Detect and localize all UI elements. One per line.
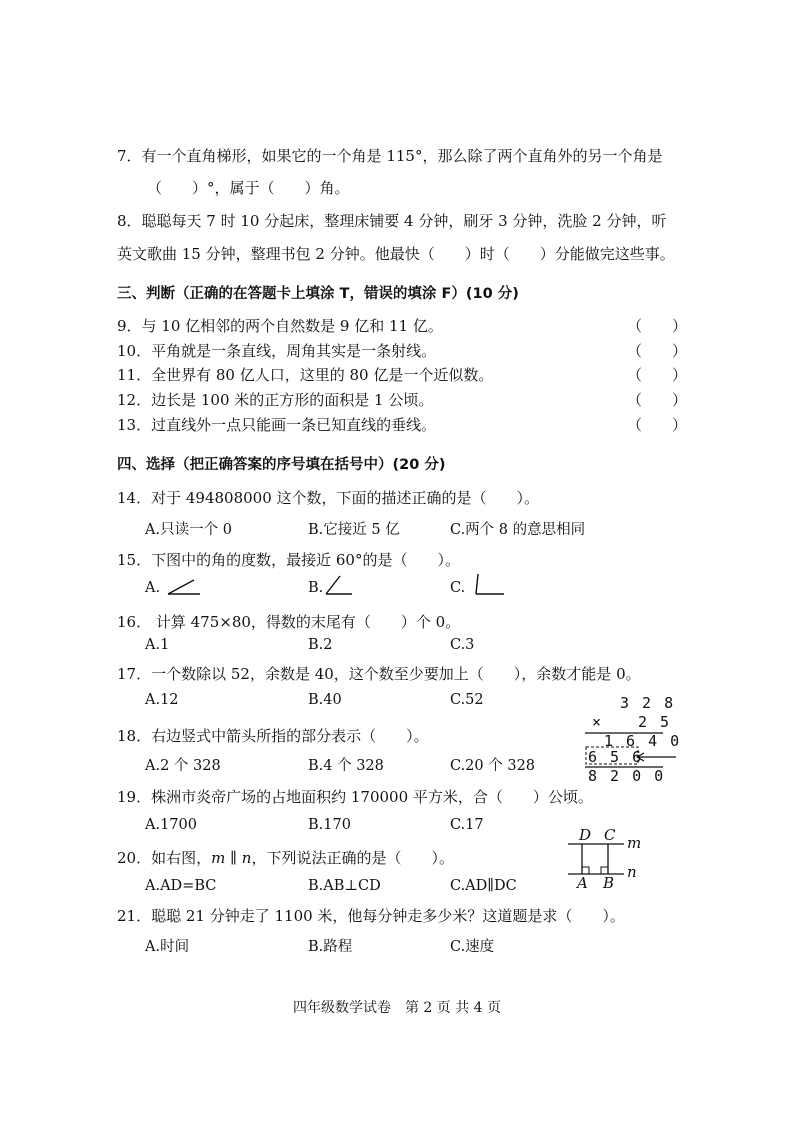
angle-a-icon xyxy=(166,578,202,598)
q19-option-b[interactable]: B.170 xyxy=(308,817,351,833)
judge-blank-9[interactable]: （ ） xyxy=(627,317,688,335)
question-7-line1: 7．有一个直角梯形，如果它的一个角是 115°，那么除了两个直角外的另一个角是 xyxy=(117,147,663,165)
q14-option-b[interactable]: B.它接近 5 亿 xyxy=(308,522,400,538)
q15-option-c[interactable]: C. xyxy=(450,580,466,596)
judge-item-11: 11．全世界有 80 亿人口，这里的 80 亿是一个近似数。 xyxy=(117,366,494,384)
q16-option-b[interactable]: B.2 xyxy=(308,637,333,653)
fig-label-n: n xyxy=(627,863,637,881)
judge-item-12: 12．边长是 100 米的正方形的面积是 1 公顷。 xyxy=(117,391,434,409)
q18-option-c[interactable]: C.20 个 328 xyxy=(450,758,536,774)
judge-blank-12[interactable]: （ ） xyxy=(627,391,688,409)
judge-item-10: 10．平角就是一条直线，周角其实是一条射线。 xyxy=(117,342,437,360)
q15-option-a[interactable]: A. xyxy=(145,580,161,596)
q18-option-a[interactable]: A.2 个 328 xyxy=(145,758,221,774)
fig-label-d: D xyxy=(579,826,592,844)
q20-text-post: ，下列说法正确的是（ ）。 xyxy=(251,849,454,867)
section-3-title: 三、判断（正确的在答题卡上填涂 T，错误的填涂 F）(10 分) xyxy=(117,286,519,302)
q20-text-pre: 20．如右图， xyxy=(117,849,212,867)
q18-option-b[interactable]: B.4 个 328 xyxy=(308,758,384,774)
question-19: 19．株洲市炎帝广场的占地面积约 170000 平方米，合（ ）公顷。 xyxy=(117,788,593,806)
question-7-line2: （ ）°，属于（ ）角。 xyxy=(147,179,350,197)
vm-row4: 6 5 6 xyxy=(588,748,644,766)
fig-label-c: C xyxy=(604,826,616,844)
q20-parallel-expr: m ∥ n xyxy=(211,849,252,867)
question-15: 15．下图中的角的度数，最接近 60°的是（ ）。 xyxy=(117,551,460,569)
q15-option-b[interactable]: B. xyxy=(308,580,324,596)
judge-blank-11[interactable]: （ ） xyxy=(627,366,688,384)
question-16: 16． 计算 475×80，得数的末尾有（ ）个 0。 xyxy=(117,613,461,631)
question-8-line2: 英文歌曲 15 分钟，整理书包 2 分钟。他最快（ ）时（ ）分能做完这些事。 xyxy=(117,245,675,263)
arrow-left-icon xyxy=(634,751,678,763)
q14-option-a[interactable]: A.只读一个 0 xyxy=(145,522,232,538)
q19-option-c[interactable]: C.17 xyxy=(450,817,484,833)
q16-option-a[interactable]: A.1 xyxy=(145,637,170,653)
judge-item-13: 13．过直线外一点只能画一条已知直线的垂线。 xyxy=(117,416,437,434)
q21-option-c[interactable]: C.速度 xyxy=(450,939,495,955)
question-21: 21．聪聪 21 分钟走了 1100 米，他每分钟走多少米？这道题是求（ ）。 xyxy=(117,907,625,925)
vm-row1: 3 2 8 xyxy=(620,694,676,712)
section-4-title: 四、选择（把正确答案的序号填在括号中）(20 分) xyxy=(117,457,446,473)
angle-b-icon xyxy=(324,574,356,598)
question-18: 18．右边竖式中箭头所指的部分表示（ ）。 xyxy=(117,727,429,745)
question-8-line1: 8．聪聪每天 7 时 10 分起床，整理床铺要 4 分钟，刷牙 3 分钟，洗脸 2 分钟，听 xyxy=(117,212,667,230)
q21-option-a[interactable]: A.时间 xyxy=(145,939,190,955)
q17-option-b[interactable]: B.40 xyxy=(308,692,342,708)
question-14: 14．对于 494808000 这个数，下面的描述正确的是（ ）。 xyxy=(117,489,540,507)
judge-blank-13[interactable]: （ ） xyxy=(627,416,688,434)
judge-item-9: 9．与 10 亿相邻的两个自然数是 9 亿和 11 亿。 xyxy=(117,317,443,335)
q19-option-a[interactable]: A.1700 xyxy=(145,817,197,833)
question-17: 17．一个数除以 52，余数是 40，这个数至少要加上（ ），余数才能是 0。 xyxy=(117,665,641,683)
fig-label-b: B xyxy=(603,874,615,892)
vm-row3: 1 6 4 0 xyxy=(604,732,682,750)
judge-blank-10[interactable]: （ ） xyxy=(627,342,688,360)
vm-row2: 2 5 xyxy=(638,713,672,731)
fig-label-a: A xyxy=(577,874,588,892)
angle-c-icon xyxy=(472,572,508,598)
q21-option-b[interactable]: B.路程 xyxy=(308,939,353,955)
q16-option-c[interactable]: C.3 xyxy=(450,637,475,653)
q17-option-c[interactable]: C.52 xyxy=(450,692,484,708)
q17-option-a[interactable]: A.12 xyxy=(145,692,179,708)
fig-label-m: m xyxy=(627,834,642,852)
q14-option-c[interactable]: C.两个 8 的意思相同 xyxy=(450,522,586,538)
question-20 xyxy=(117,847,454,868)
vm-row5: 8 2 0 0 xyxy=(588,767,666,785)
page-footer: 四年级数学试卷 第 2 页 共 4 页 xyxy=(292,1000,502,1016)
q20-option-b[interactable]: B.AB⊥CD xyxy=(308,878,381,894)
parallel-lines-figure xyxy=(566,838,626,882)
vm-operator: × xyxy=(592,713,602,731)
q20-option-c[interactable]: C.AD∥DC xyxy=(450,878,517,894)
q20-option-a[interactable]: A.AD=BC xyxy=(145,878,217,894)
